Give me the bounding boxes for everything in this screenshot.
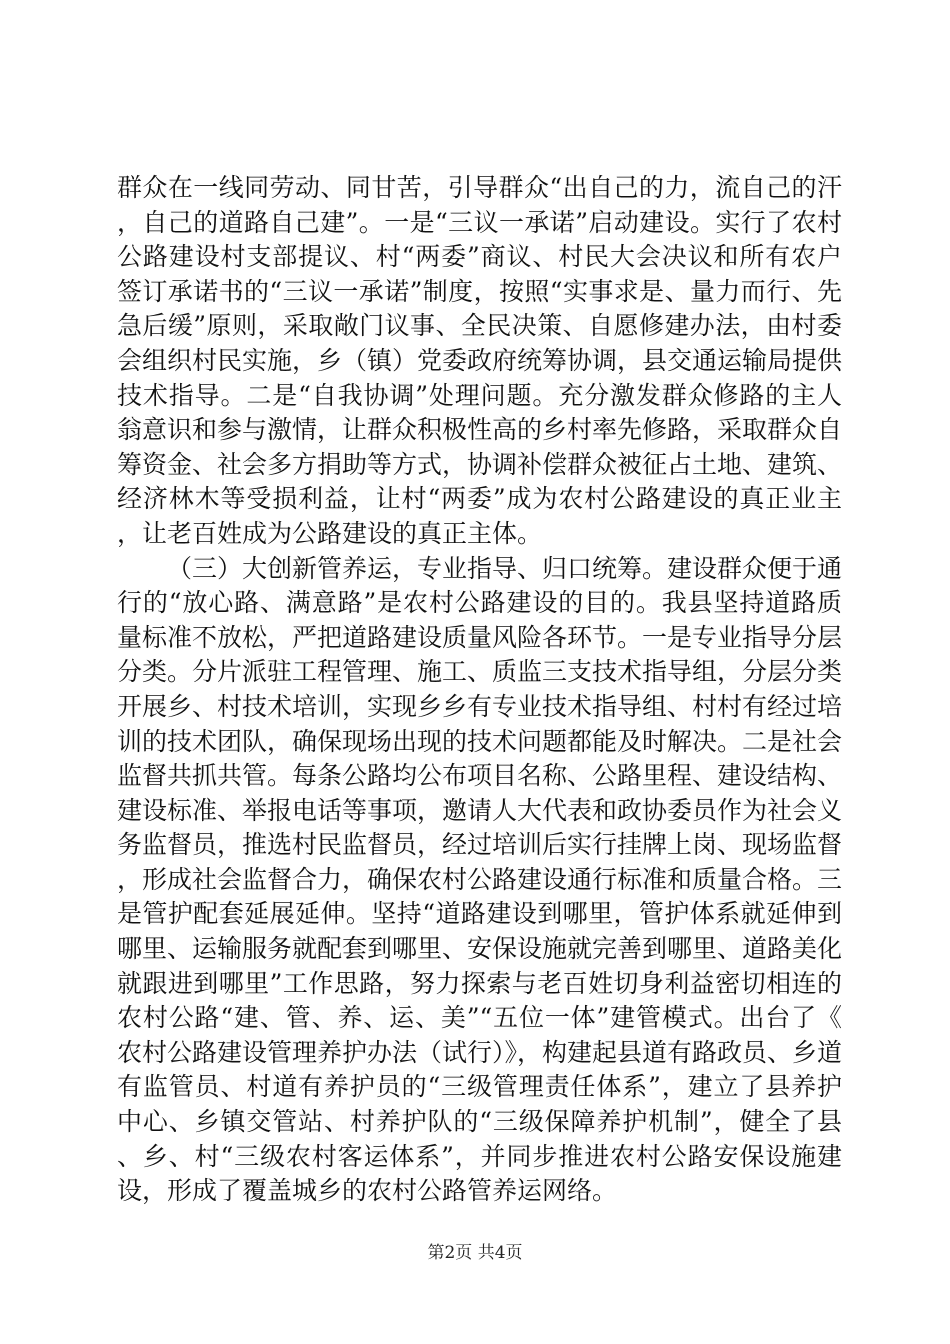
document-body: [117, 171, 842, 1209]
paragraph-section-three: （三）大创新管养运，专业指导、归口统筹。建设群众便于通行的“放心路、满意路”是农村公路建设的目的。我县坚持道路质量标准不放松，严把道路建设质量风险各环节。一是专业指导分层分类。分片派驻工程管理、施工、质监三支技术指导组，分层分类开展乡、村技术培训，实现乡乡有专业技术指导组、村村有经过培训的技术团队，确保现场出现的技术问题都能及时解决。二是社会监督共抓共管。每条公路均公布项目名称、公路里程、建设结构、建设标准、举报电话等事项，邀请人大代表和政协委员作为社会义务监督员，推选村民监督员，经过培训后实行挂牌上岗、现场监督，形成社会监督合力，确保农村公路建设通行标准和质量合格。三是管护配套延展延伸。坚持“道路建设到哪里，管护体系就延伸到哪里、运输服务就配套到哪里、安保设施就完善到哪里、道路美化就跟进到哪里”工作思路，努力探索与老百姓切身利益密切相连的农村公路“建、管、养、运、美”“五位一体”建管模式。出台了《农村公路建设管理养护办法（试行）》，构建起县道有路政员、乡道有监管员、村道有养护员的“三级管理责任体系”，建立了县养护中心、乡镇交管站、村养护队的“三级保障养护机制”，健全了县、乡、村“三级农村客运体系”，并同步推进农村公路安保设施建设，形成了覆盖城乡的农村公路管养运网络。: [117, 553, 843, 1206]
page-number-footer: 第2页 共4页: [427, 1243, 523, 1263]
paragraph-continuation: 群众在一线同劳动、同甘苦，引导群众“出自己的力，流自己的汗，自己的道路自己建”。一是“三议一承诺”启动建设。实行了农村公路建设村支部提议、村“两委”商议、村民大会决议和所有农户签订承诺书的“三议一承诺”制度，按照“实事求是、量力而行、先急后缓”原则，采取敞门议事、全民决策、自愿修建办法，由村委会组织村民实施，乡（镇）党委政府统筹协调，县交通运输局提供技术指导。二是“自我协调”处理问题。充分激发群众修路的主人翁意识和参与激情，让群众积极性高的乡村率先修路，采取群众自筹资金、社会多方捐助等方式，协调补偿群众被征占土地、建筑、经济林木等受损利益，让村“两委”成为农村公路建设的真正业主，让老百姓成为公路建设的真正主体。: [117, 173, 843, 548]
